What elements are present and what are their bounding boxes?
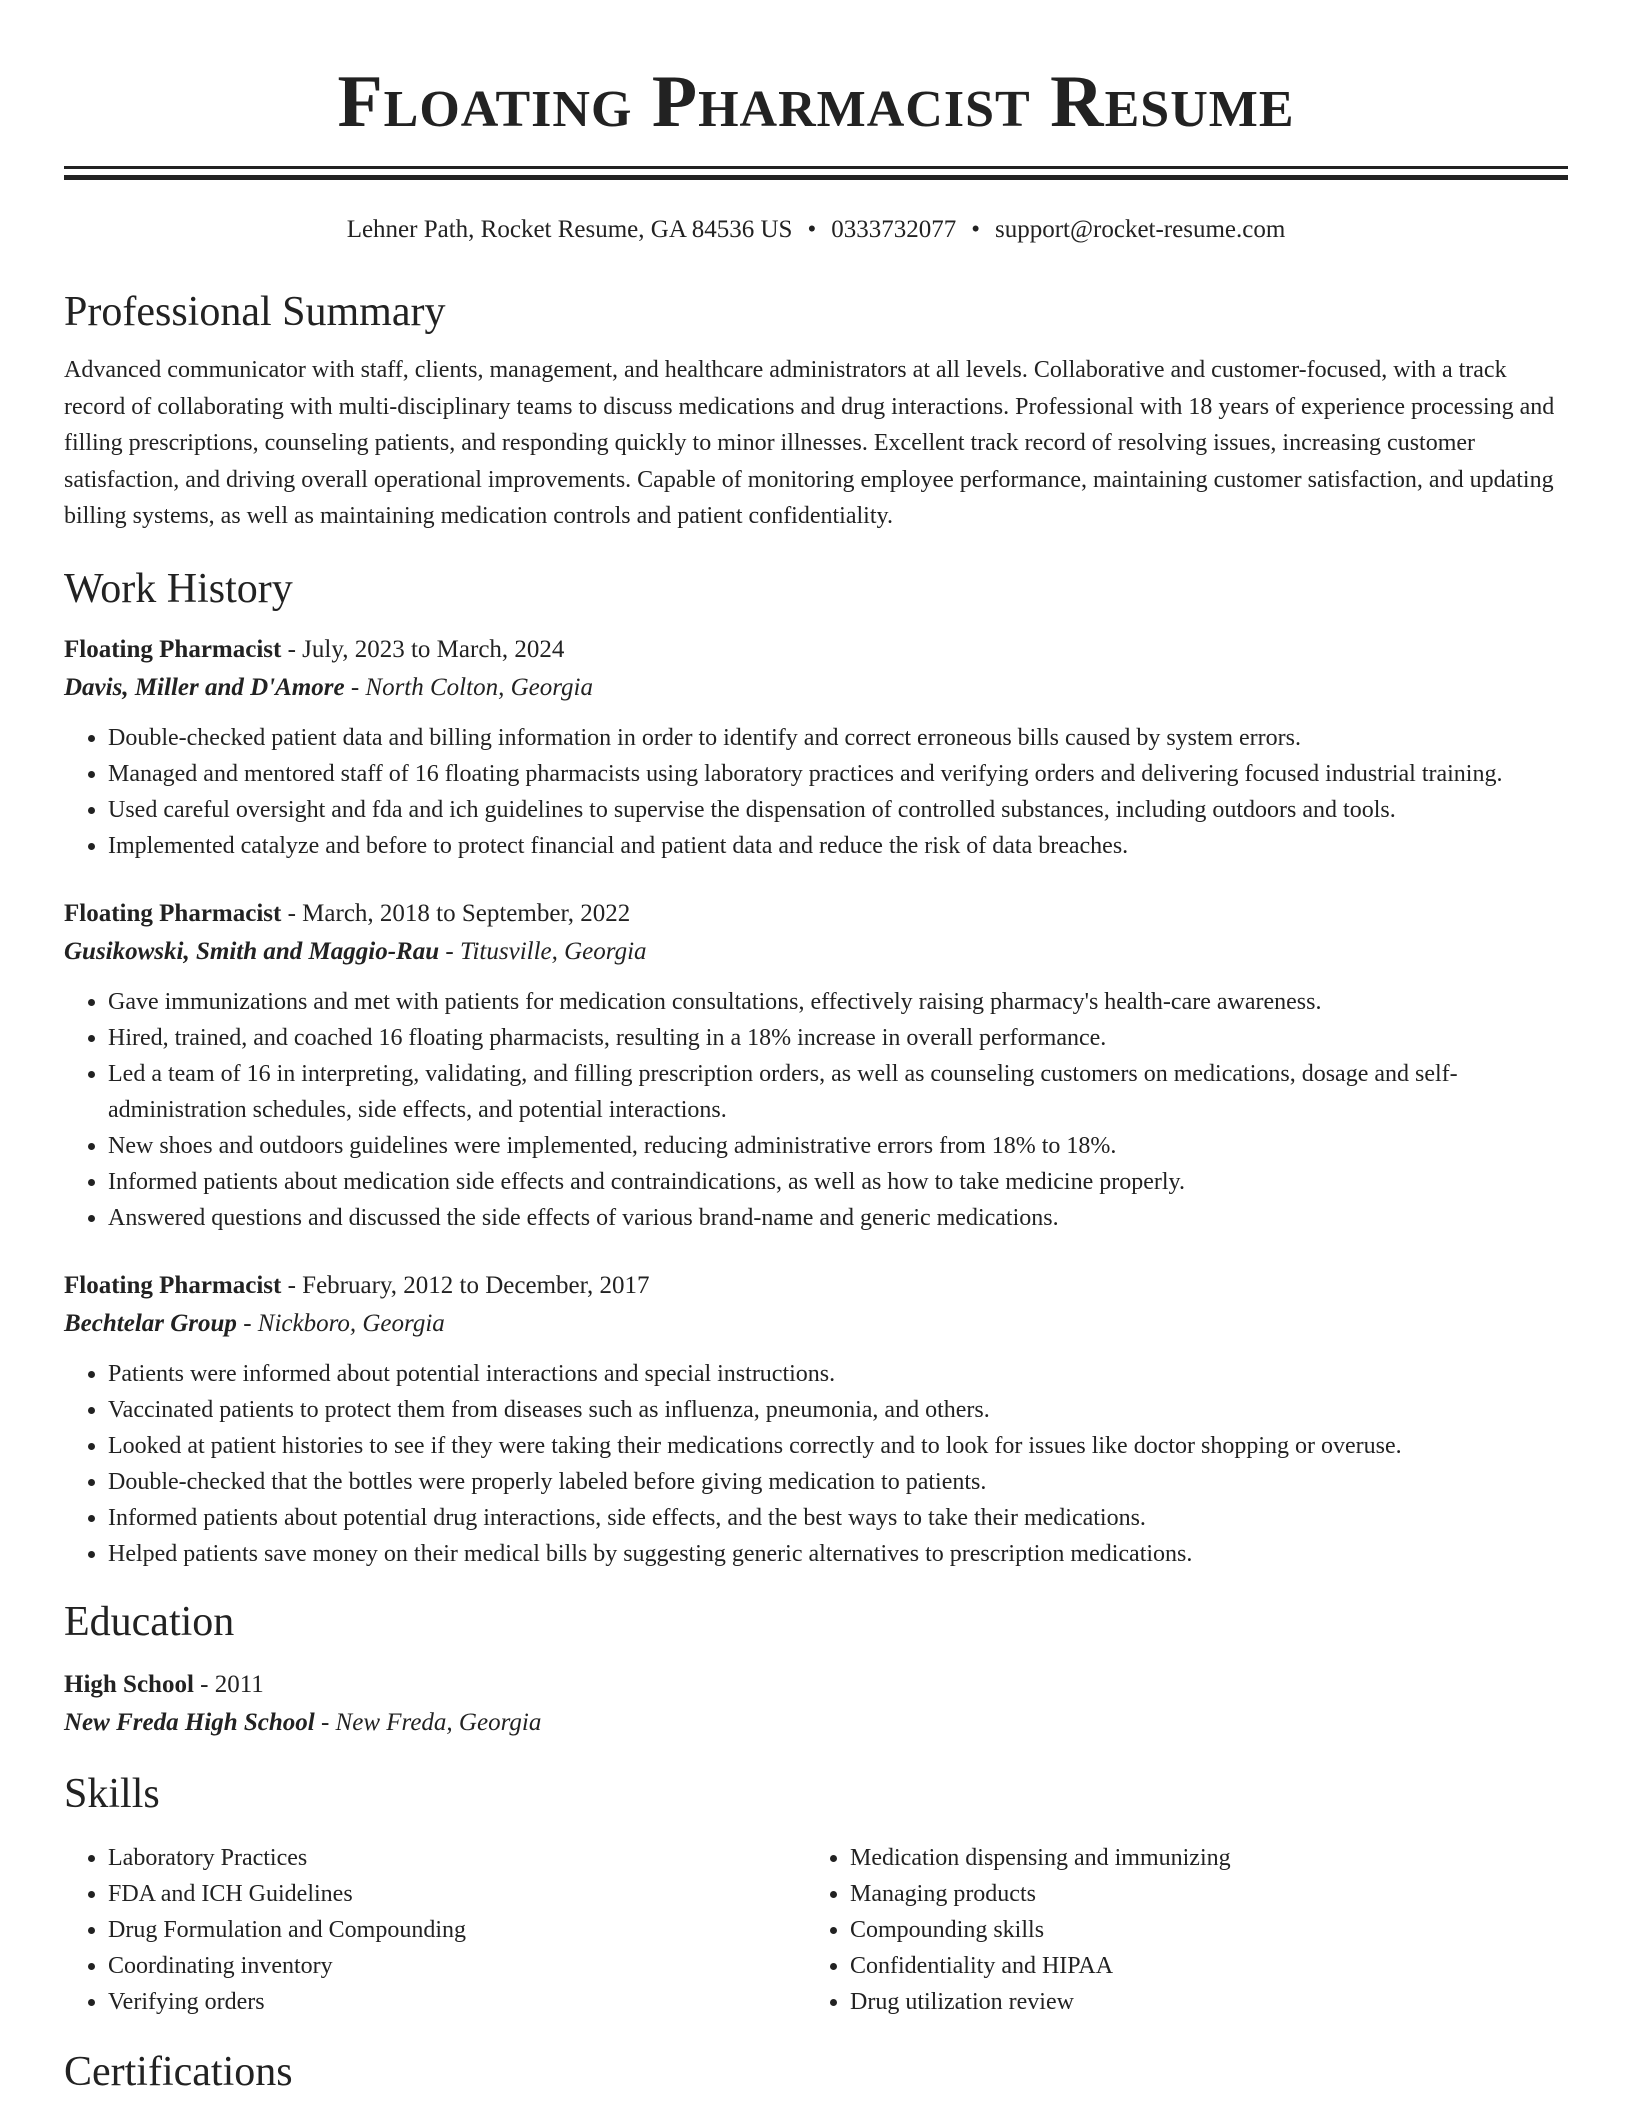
job-bullets (64, 720, 1568, 864)
skills-column-right (806, 1840, 1548, 2020)
contact-phone: 0333732077 (831, 216, 957, 243)
job-company-line (64, 1305, 1568, 1343)
title-divider-top (64, 166, 1568, 169)
contact-separator: • (807, 216, 817, 243)
title-divider-bottom (64, 175, 1568, 180)
job-company: Gusikowski, Smith and Maggio-Rau (64, 937, 440, 965)
skill-item: • Compounding skills (850, 1912, 1548, 1948)
education-degree: High School (64, 1670, 194, 1698)
job-dates: - March, 2018 to September, 2022 (281, 899, 631, 927)
job-bullet: • Looked at patient histories to see if they were taking their medications correctly and to look for issues like doctor shopping or overuse. (108, 1428, 1568, 1464)
skill-item: • Drug Formulation and Compounding (108, 1912, 806, 1948)
job-bullet: • Gave immunizations and met with patients for medication consultations, effectively raising pharmacy's health-care awareness. (108, 984, 1568, 1020)
job-company-line (64, 669, 1568, 707)
job-location: - North Colton, Georgia (344, 673, 593, 701)
skill-item: • FDA and ICH Guidelines (108, 1876, 806, 1912)
job-bullet: • Double-checked that the bottles were properly labeled before giving medication to patients. (108, 1464, 1568, 1500)
job-title: Floating Pharmacist (64, 899, 282, 927)
education-location: - New Freda, Georgia (314, 1708, 542, 1736)
education-school-line (64, 1704, 1568, 1742)
job-title: Floating Pharmacist (64, 635, 282, 663)
job-bullet: • Answered questions and discussed the side effects of various brand-name and generic medications. (108, 1200, 1568, 1236)
job-entry (64, 631, 1568, 864)
education-entry (64, 1666, 1568, 1742)
job-bullet: • Led a team of 16 in interpreting, validating, and filling prescription orders, as well as counseling customers on medications, dosage and self-administration schedules, side effects, and potential interactions. (108, 1056, 1568, 1128)
job-company-line (64, 933, 1568, 971)
job-entry (64, 895, 1568, 1236)
job-bullet: • Informed patients about medication side effects and contraindications, as well as how to take medicine properly. (108, 1164, 1568, 1200)
job-dates: - July, 2023 to March, 2024 (281, 635, 565, 663)
skills-list-right (806, 1840, 1548, 2020)
job-title-line (64, 895, 1568, 933)
skill-item: • Managing products (850, 1876, 1548, 1912)
skills-column-left (64, 1840, 806, 2020)
job-company: Davis, Miller and D'Amore (64, 673, 345, 701)
skill-item: • Drug utilization review (850, 1984, 1548, 2020)
summary-text: Advanced communicator with staff, clients, management, and healthcare administrators at all levels. Collaborative and customer-focused, with a track record of collaborating with multi-disciplinary teams to discuss medications and drug interactions. Professional with 18 years of experience processing and filling prescriptions, counseling patients, and responding quickly to minor illnesses. Excellent track record of resolving issues, increasing customer satisfaction, and driving overall operational improvements. Capable of monitoring employee performance, maintaining customer satisfaction, and updating billing systems, as well as maintaining medication controls and patient confidentiality. (64, 357, 1555, 529)
work-history-heading: Work History (64, 565, 293, 612)
job-bullet: • New shoes and outdoors guidelines were implemented, reducing administrative errors from 18% to 18%. (108, 1128, 1568, 1164)
job-bullet: • Patients were informed about potential interactions and special instructions. (108, 1356, 1568, 1392)
job-location: - Nickboro, Georgia (236, 1309, 445, 1337)
job-bullet: • Used careful oversight and fda and ich guidelines to supervise the dispensation of controlled substances, including outdoors and tools. (108, 792, 1568, 828)
resume-title: Floating Pharmacist Resume (337, 61, 1295, 143)
skills-list-left (64, 1840, 806, 2020)
contact-separator: • (971, 216, 980, 243)
education-year: - 2011 (193, 1670, 264, 1698)
summary-heading: Professional Summary (64, 289, 446, 335)
skill-item: • Confidentiality and HIPAA (850, 1948, 1548, 1984)
skill-item: • Medication dispensing and immunizing (850, 1840, 1548, 1876)
job-entry (64, 1267, 1568, 1572)
job-bullet: • Vaccinated patients to protect them from diseases such as influenza, pneumonia, and others. (108, 1392, 1568, 1428)
education-school: New Freda High School (64, 1708, 315, 1736)
job-title: Floating Pharmacist (64, 1271, 282, 1299)
contact-address: Lehner Path, Rocket Resume, GA 84536 US (346, 216, 793, 243)
certifications-heading: Certifications (64, 2048, 293, 2095)
skill-item: • Laboratory Practices (108, 1840, 806, 1876)
job-bullets (64, 1356, 1568, 1572)
job-bullet: • Managed and mentored staff of 16 floating pharmacists using laboratory practices and verifying orders and delivering focused industrial training. (108, 756, 1568, 792)
job-bullet: • Double-checked patient data and billing information in order to identify and correct erroneous bills caused by system errors. (108, 720, 1568, 756)
job-company: Bechtelar Group (64, 1309, 237, 1337)
education-heading: Education (64, 1598, 235, 1645)
resume-page (64, 0, 1568, 2098)
job-bullets (64, 984, 1568, 1236)
education-degree-line (64, 1666, 1568, 1704)
job-bullet: • Informed patients about potential drug interactions, side effects, and the best ways to take their medications. (108, 1500, 1568, 1536)
skills-heading: Skills (64, 1770, 160, 1817)
skills-grid (64, 1840, 1568, 2020)
job-location: - Titusville, Georgia (439, 937, 647, 965)
job-dates: - February, 2012 to December, 2017 (281, 1271, 650, 1299)
job-bullet: • Implemented catalyze and before to protect financial and patient data and reduce the risk of data breaches. (108, 828, 1568, 864)
job-bullet: • Hired, trained, and coached 16 floating pharmacists, resulting in a 18% increase in overall performance. (108, 1020, 1568, 1056)
job-title-line (64, 631, 1568, 669)
contact-line (64, 214, 1568, 246)
skill-item: • Coordinating inventory (108, 1948, 806, 1984)
job-title-line (64, 1267, 1568, 1305)
job-bullet: • Helped patients save money on their medical bills by suggesting generic alternatives to prescription medications. (108, 1536, 1568, 1572)
contact-email: support@rocket-resume.com (995, 216, 1286, 243)
skill-item: • Verifying orders (108, 1984, 806, 2020)
